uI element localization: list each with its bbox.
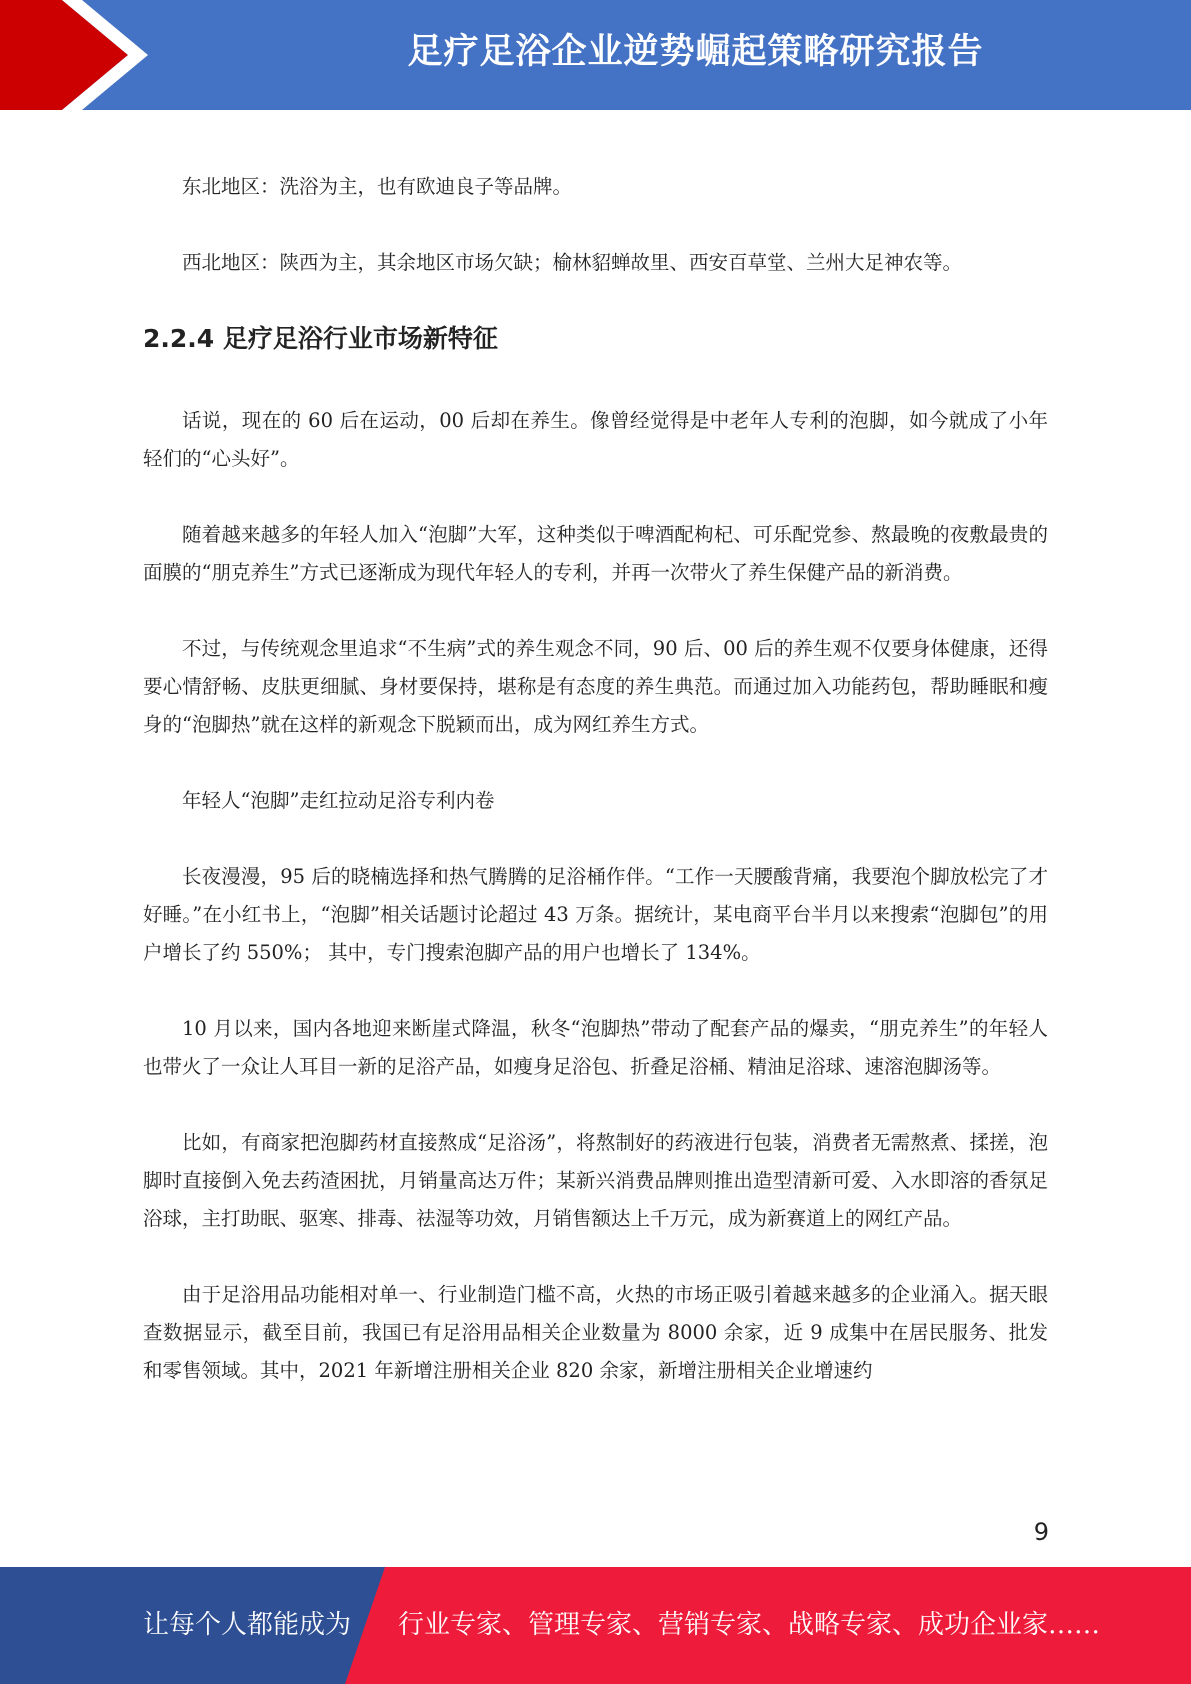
paragraph: 随着越来越多的年轻人加入“泡脚”大军，这种类似于啤酒配枸杞、可乐配党参、熬最晚的夜敷最贵的面膜的“朋克养生”方式已逐渐成为现代年轻人的专利，并再一次带火了养生保健产品的新消费。 <box>143 523 1048 584</box>
page-header <box>0 0 1191 110</box>
page-content <box>143 168 1048 1428</box>
paragraph-northeast: 东北地区：洗浴为主，也有欧迪良子等品牌。 <box>182 175 573 198</box>
paragraph-northwest: 西北地区：陕西为主，其余地区市场欠缺；榆林貂蝉故里、西安百草堂、兰州大足神农等。 <box>182 251 963 274</box>
paragraph: 长夜漫漫，95 后的晓楠选择和热气腾腾的足浴桶作伴。“工作一天腰酸背痛，我要泡个脚放松完了才好睡。”在小红书上，“泡脚”相关话题讨论超过 43 万条。据统计，某电商平台半月以来搜索“泡脚包”的用户增长了约 550%； 其中，专门搜索泡脚产品的用户也增长了 134%。 <box>143 865 1048 964</box>
section-heading: 2.2.4 足疗足浴行业市场新特征 <box>143 324 498 353</box>
footer-slogan-right: 行业专家、管理专家、营销专家、战略专家、成功企业家…… <box>398 1610 1101 1640</box>
paragraph: 比如，有商家把泡脚药材直接熬成“足浴汤”，将熬制好的药液进行包装，消费者无需熬煮、揉搓，泡脚时直接倒入免去药渣困扰，月销量高达万件；某新兴消费品牌则推出造型清新可爱、入水即溶的香氛足浴球，主打助眠、驱寒、排毒、祛湿等功效，月销售额达上千万元，成为新赛道上的网红产品。 <box>143 1131 1048 1230</box>
page-footer <box>0 1567 1191 1684</box>
sub-heading-paragraph: 年轻人“泡脚”走红拉动足浴专利内卷 <box>182 789 495 812</box>
paragraph: 10 月以来，国内各地迎来断崖式降温，秋冬“泡脚热”带动了配套产品的爆卖，“朋克养生”的年轻人也带火了一众让人耳目一新的足浴产品，如瘦身足浴包、折叠足浴桶、精油足浴球、速溶泡脚汤等。 <box>143 1017 1048 1078</box>
paragraph: 话说，现在的 60 后在运动，00 后却在养生。像曾经觉得是中老年人专利的泡脚，如今就成了小年轻们的“心头好”。 <box>143 409 1048 470</box>
paragraph: 不过，与传统观念里追求“不生病”式的养生观念不同，90 后、00 后的养生观不仅要身体健康，还得要心情舒畅、皮肤更细腻、身材要保持，堪称是有态度的养生典范。而通过加入功能药包，帮助睡眠和瘦身的“泡脚热”就在这样的新观念下脱颖而出，成为网红养生方式。 <box>143 637 1048 736</box>
report-title: 足疗足浴企业逆势崛起策略研究报告 <box>407 32 984 72</box>
page-number: 9 <box>1033 1518 1049 1546</box>
paragraph: 由于足浴用品功能相对单一、行业制造门槛不高，火热的市场正吸引着越来越多的企业涌入。据天眼查数据显示，截至目前，我国已有足浴用品相关企业数量为 8000 余家，近 9 成集中在居民服务、批发和零售领域。其中，2021 年新增注册相关企业 820 余家，新增注册相关企业增速约 <box>143 1283 1048 1382</box>
header-arrow-decoration <box>0 0 160 110</box>
footer-slogan-left: 让每个人都能成为 <box>143 1610 352 1640</box>
